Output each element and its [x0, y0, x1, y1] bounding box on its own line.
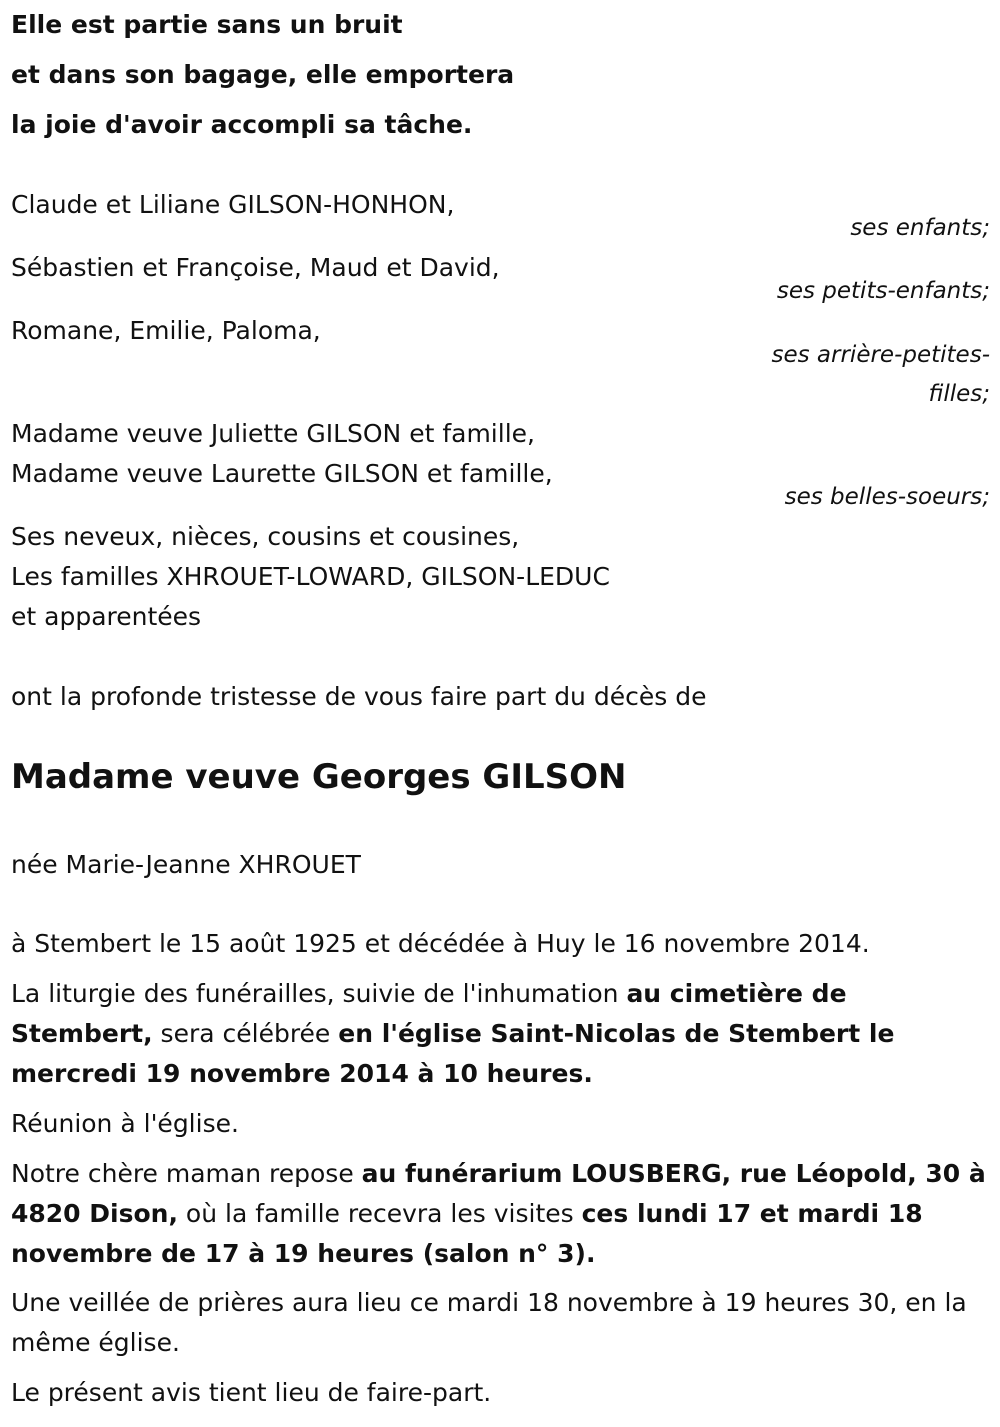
- birth-name: née Marie-Jeanne XHROUET: [11, 850, 361, 879]
- repose-text-2: où la famille recevra les visites: [177, 1199, 582, 1228]
- repose-visit-times: ces lundi 17 et mardi 18 novembre de 17 à 19 heures (salon n° 3).: [11, 1199, 923, 1268]
- liturgy-text-1: La liturgie des funérailles, suivie de l'inhumation: [11, 979, 627, 1008]
- liturgy-paragraph: [11, 974, 991, 1094]
- liturgy-cemetery: au cimetière de Stembert,: [11, 979, 847, 1048]
- sister-in-law-1: Madame veuve Juliette GILSON et famille,: [11, 419, 535, 448]
- birth-death-dates: à Stembert le 15 août 1925 et décédée à Huy le 16 novembre 2014.: [11, 929, 870, 958]
- poem-line-2: et dans son bagage, elle emportera: [11, 60, 515, 89]
- great-grandchildren-relation-1: ses arrière-petites-: [771, 342, 990, 368]
- liturgy-text-2: sera célébrée: [152, 1019, 339, 1048]
- repose-text-1: Notre chère maman repose: [11, 1159, 362, 1188]
- poem-line-3: la joie d'avoir accompli sa tâche.: [11, 110, 473, 139]
- grandchildren-relation: ses petits-enfants;: [776, 278, 990, 304]
- vigil-paragraph: Une veillée de prières aura lieu ce mardi 18 novembre à 19 heures 30, en la même église.: [11, 1288, 967, 1357]
- liturgy-church-date: en l'église Saint-Nicolas de Stembert le mercredi 19 novembre 2014 à 10 heures.: [11, 1019, 895, 1088]
- other-relatives-2: Les familles XHROUET-LOWARD, GILSON-LEDUC: [11, 562, 610, 591]
- great-grandchildren-names: Romane, Emilie, Paloma,: [11, 316, 321, 345]
- great-grandchildren-relation-2: filles;: [928, 381, 990, 407]
- other-relatives-3: et apparentées: [11, 602, 202, 631]
- repose-location: au funérarium LOUSBERG, rue Léopold, 30 à 4820 Dison,: [11, 1159, 986, 1228]
- children-names: Claude et Liliane GILSON-HONHON,: [11, 190, 455, 219]
- sisters-in-law-relation: ses belles-soeurs;: [784, 484, 990, 510]
- poem-line-1: Elle est partie sans un bruit: [11, 10, 403, 39]
- meeting-text: Réunion à l'église.: [11, 1109, 239, 1138]
- sister-in-law-2: Madame veuve Laurette GILSON et famille,: [11, 459, 553, 488]
- announcement-text: ont la profonde tristesse de vous faire part du décès de: [11, 682, 707, 711]
- repose-paragraph: [11, 1154, 991, 1274]
- deceased-name: Madame veuve Georges GILSON: [11, 757, 627, 797]
- notice-text: Le présent avis tient lieu de faire-part.: [11, 1378, 492, 1407]
- other-relatives-1: Ses neveux, nièces, cousins et cousines,: [11, 522, 520, 551]
- grandchildren-names: Sébastien et Françoise, Maud et David,: [11, 253, 500, 282]
- children-relation: ses enfants;: [850, 215, 990, 241]
